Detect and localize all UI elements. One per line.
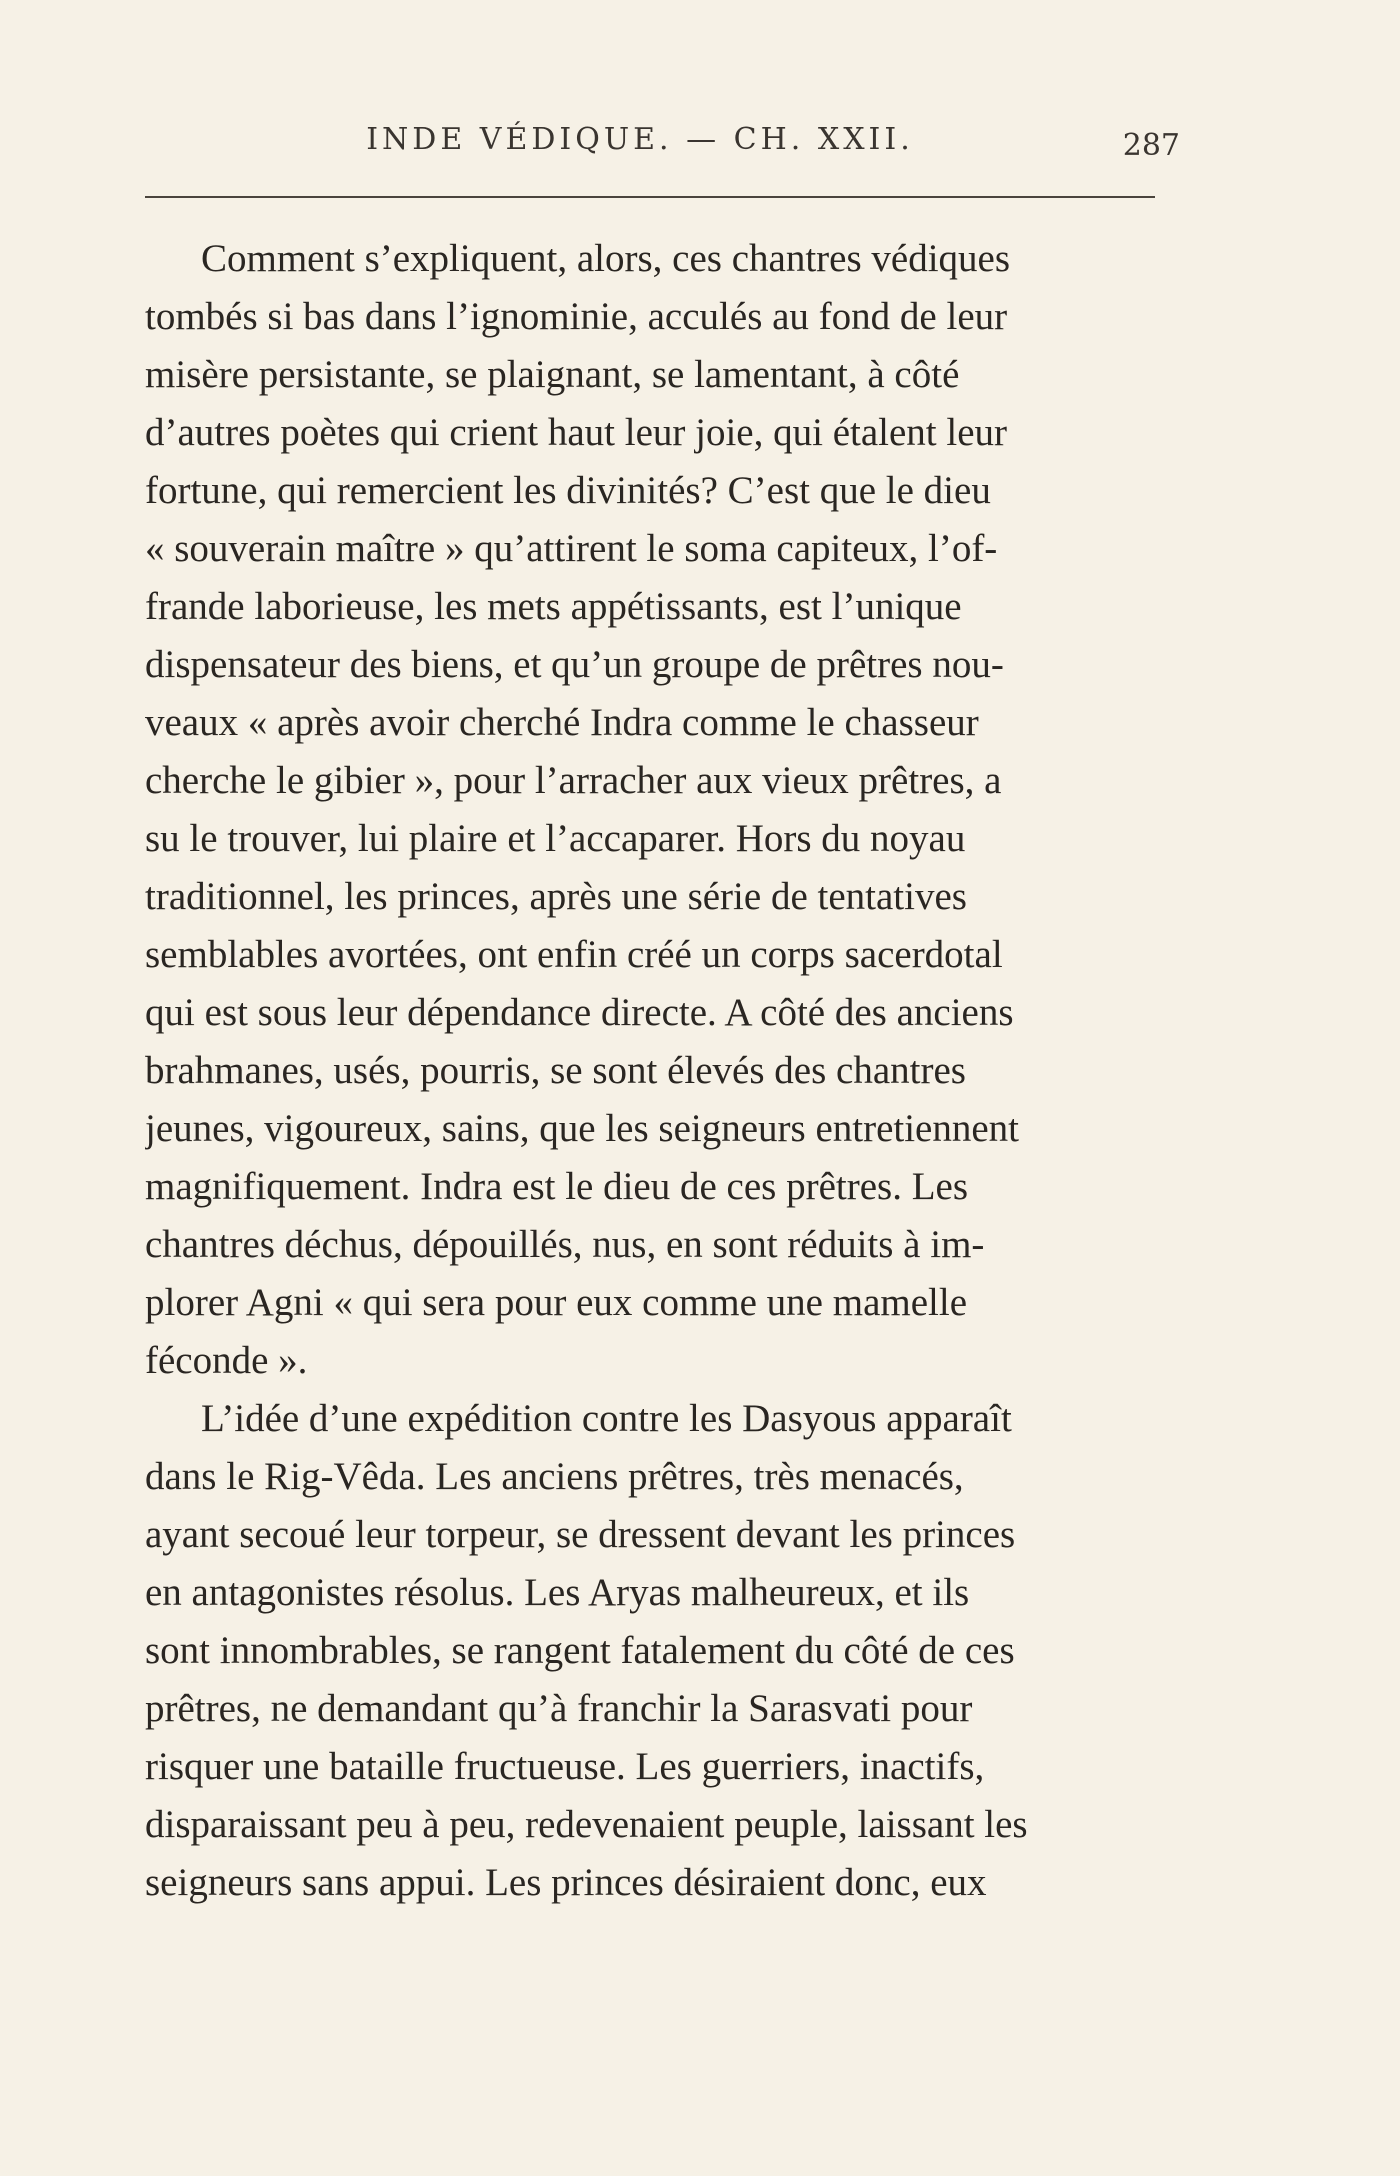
paragraph-2 bbox=[145, 1390, 1165, 1912]
text-line: frande laborieuse, les mets appétissants, est l’unique bbox=[145, 585, 962, 628]
text-line: seigneurs sans appui. Les princes désiraient donc, eux bbox=[145, 1861, 987, 1904]
text-line: su le trouver, lui plaire et l’accaparer. Hors du noyau bbox=[145, 817, 966, 860]
text-line: L’idée d’une expédition contre les Dasyous apparaît bbox=[201, 1397, 1012, 1440]
text-line: ayant secoué leur torpeur, se dressent devant les princes bbox=[145, 1513, 1016, 1556]
text-line: semblables avortées, ont enfin créé un corps sacerdotal bbox=[145, 933, 1003, 976]
text-line: chantres déchus, dépouillés, nus, en sont réduits à im- bbox=[145, 1223, 985, 1266]
text-line: prêtres, ne demandant qu’à franchir la Sarasvati pour bbox=[145, 1687, 973, 1730]
text-line: tombés si bas dans l’ignominie, acculés au fond de leur bbox=[145, 295, 1008, 338]
text-line: « souverain maître » qu’attirent le soma capiteux, l’of- bbox=[145, 527, 998, 570]
text-line: sont innombrables, se rangent fatalement du côté de ces bbox=[145, 1629, 1015, 1672]
text-line: brahmanes, usés, pourris, se sont élevés des chantres bbox=[145, 1049, 966, 1092]
text-line: Comment s’expliquent, alors, ces chantres védiques bbox=[201, 237, 1011, 280]
paragraph-1 bbox=[145, 230, 1165, 1390]
text-line: qui est sous leur dépendance directe. A côté des anciens bbox=[145, 991, 1014, 1034]
header-rule bbox=[145, 196, 1155, 198]
text-line: veaux « après avoir cherché Indra comme le chasseur bbox=[145, 701, 979, 744]
running-head bbox=[140, 122, 1180, 170]
text-line: féconde ». bbox=[145, 1339, 308, 1382]
text-line: risquer une bataille fructueuse. Les guerriers, inactifs, bbox=[145, 1745, 985, 1788]
text-line: dispensateur des biens, et qu’un groupe de prêtres nou- bbox=[145, 643, 1004, 686]
text-line: d’autres poètes qui crient haut leur joie, qui étalent leur bbox=[145, 411, 1008, 454]
page-number: 287 bbox=[1122, 128, 1180, 163]
running-title: INDE VÉDIQUE. — CH. XXII. bbox=[366, 122, 914, 157]
text-line: plorer Agni « qui sera pour eux comme une mamelle bbox=[145, 1281, 968, 1324]
text-line: traditionnel, les princes, après une série de tentatives bbox=[145, 875, 967, 918]
text-line: dans le Rig-Vêda. Les anciens prêtres, très menacés, bbox=[145, 1455, 964, 1498]
text-line: en antagonistes résolus. Les Aryas malheureux, et ils bbox=[145, 1571, 970, 1614]
text-line: misère persistante, se plaignant, se lamentant, à côté bbox=[145, 353, 960, 396]
text-line: jeunes, vigoureux, sains, que les seigneurs entretiennent bbox=[145, 1107, 1020, 1150]
text-line: magnifiquement. Indra est le dieu de ces prêtres. Les bbox=[145, 1165, 969, 1208]
text-line: fortune, qui remercient les divinités? C’est que le dieu bbox=[145, 469, 991, 512]
body-text bbox=[145, 230, 1165, 1912]
text-line: disparaissant peu à peu, redevenaient peuple, laissant les bbox=[145, 1803, 1028, 1846]
text-line: cherche le gibier », pour l’arracher aux vieux prêtres, a bbox=[145, 759, 1002, 802]
